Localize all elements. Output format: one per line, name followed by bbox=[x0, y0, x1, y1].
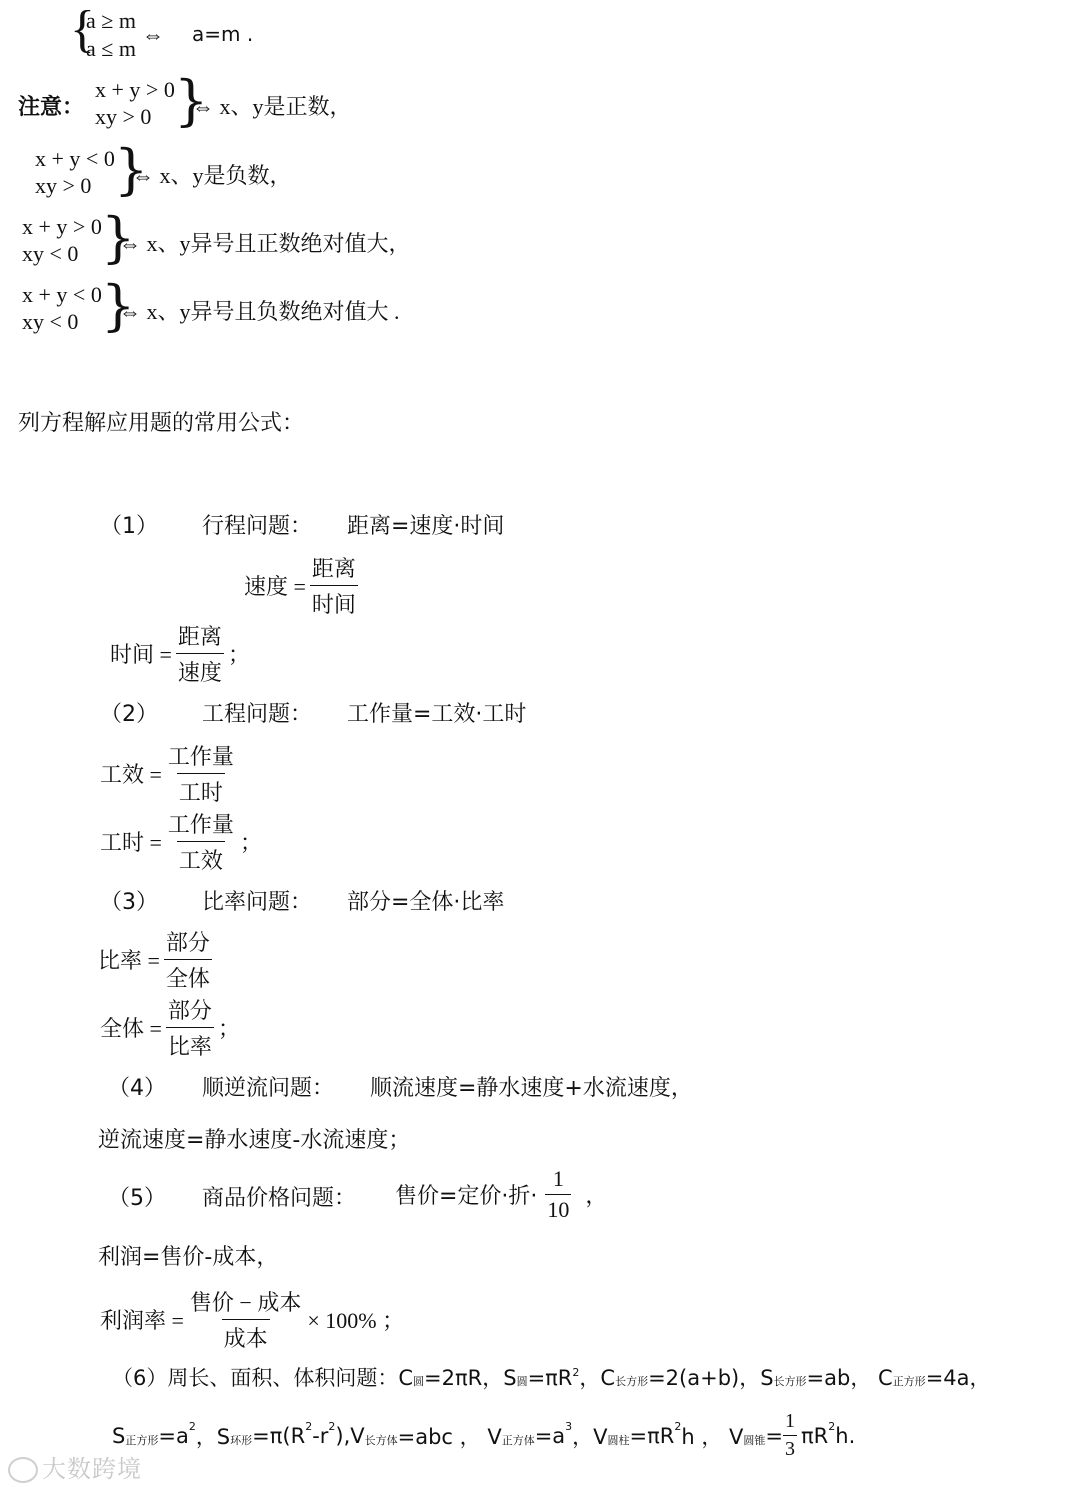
p5-fraction bbox=[545, 1166, 571, 1223]
p3-f1-den: 全体 bbox=[164, 959, 212, 993]
p6-s-circle-sub: 圆 bbox=[516, 1375, 528, 1388]
rule-2-line1: x + y < 0 bbox=[35, 146, 115, 171]
top-brace: { bbox=[70, 1, 95, 58]
p6-s-rect-val: =ab， C bbox=[806, 1366, 893, 1390]
p2-title: 工程问题： bbox=[202, 702, 313, 727]
rule-4-line2: xy < 0 bbox=[22, 309, 79, 334]
p3-f2-num: 部分 bbox=[167, 998, 212, 1023]
p6-l2-s: S bbox=[112, 1423, 126, 1448]
p2-f2-end: ； bbox=[239, 830, 262, 855]
p2-number: （2） bbox=[100, 702, 158, 727]
p6-c-sq-val: =4a， bbox=[925, 1366, 991, 1390]
p6-v-cube-val: =a bbox=[534, 1423, 566, 1448]
rule-1-line1: x + y > 0 bbox=[95, 77, 175, 102]
p6-v-cone-end: h. bbox=[835, 1423, 856, 1448]
p6-s-ring-sub: 环形 bbox=[230, 1433, 253, 1447]
p6-c-circle-sub: 圆 bbox=[413, 1375, 425, 1388]
p3-f1-lhs: 比率 = bbox=[98, 948, 160, 973]
p6-s-circle-val: =πR bbox=[527, 1366, 573, 1390]
rule-1-line2: xy > 0 bbox=[95, 104, 152, 129]
p4-number: （4） bbox=[108, 1076, 166, 1101]
rule-3-line1: x + y > 0 bbox=[22, 214, 102, 239]
p4-formula: 顺流速度=静水速度+水流速度， bbox=[370, 1076, 693, 1101]
p6-line2 bbox=[112, 1410, 855, 1461]
rule-3-result: ⇔ x、y异号且正数绝对值大， bbox=[119, 231, 411, 256]
top-result: a=m . bbox=[192, 22, 254, 46]
p6-s-rect-sub: 长方形 bbox=[773, 1375, 807, 1388]
rule-2-result: ⇔ x、y是负数， bbox=[132, 163, 292, 188]
p6-c-sq-sub: 正方形 bbox=[892, 1375, 926, 1388]
p5-f-den: 成本 bbox=[222, 1319, 270, 1353]
p6-v-cyl-val: =πR bbox=[629, 1423, 675, 1448]
rule-2-brace: } bbox=[114, 138, 149, 201]
p1-f1-lhs: 速度 = bbox=[244, 574, 306, 599]
p2-f2-num: 工作量 bbox=[167, 812, 234, 837]
rule-3-brace: } bbox=[101, 206, 136, 269]
p6-v-cone-eq: = bbox=[765, 1423, 784, 1448]
p6-s-ring-end: ),V bbox=[335, 1423, 365, 1448]
p5-formula-row bbox=[395, 1166, 607, 1223]
p6-v-cyl-sub: 圆柱 bbox=[607, 1433, 630, 1447]
p5-frac-den: 10 bbox=[545, 1194, 571, 1223]
p6-v-cube-sup: 3 bbox=[565, 1420, 573, 1433]
section-title: 列方程解应用题的常用公式： bbox=[18, 411, 305, 436]
rule-2-line2: xy > 0 bbox=[35, 173, 92, 198]
top-cond-2: a ≤ m bbox=[86, 36, 136, 61]
p6-c-rect-pre: ，C bbox=[579, 1366, 616, 1390]
p2-f1-fraction bbox=[166, 740, 236, 807]
p1-f2 bbox=[110, 620, 250, 687]
p2-f1-lhs: 工效 = bbox=[100, 762, 162, 787]
p3-title: 比率问题： bbox=[202, 890, 313, 915]
p6-v-cone-sub: 圆锥 bbox=[743, 1433, 766, 1447]
rule-4-result: ⇔ x、y异号且负数绝对值大 . bbox=[119, 299, 400, 324]
p3-f1 bbox=[98, 926, 212, 993]
p2-f2 bbox=[100, 808, 262, 875]
p6-v-cone-sup: 2 bbox=[828, 1420, 836, 1433]
p6-s-ring-mid: -r bbox=[312, 1423, 329, 1448]
p5-f-end: × 100% ； bbox=[307, 1308, 405, 1333]
p6-lead: （6）周长、面积、体积问题：C bbox=[112, 1366, 414, 1390]
p5-line2: 利润=售价-成本， bbox=[98, 1245, 279, 1270]
top-arrow: ⇔ bbox=[142, 22, 164, 47]
p6-line1 bbox=[112, 1362, 991, 1392]
p6-v-cube-sub: 正方体 bbox=[501, 1433, 535, 1447]
p6-c-circle-val: =2πR，S bbox=[424, 1366, 517, 1390]
p1-f2-den: 速度 bbox=[176, 653, 224, 687]
p3-f2-den: 比率 bbox=[166, 1027, 214, 1061]
p3-formula: 部分=全体·比率 bbox=[347, 890, 505, 915]
note-label: 注意： bbox=[18, 95, 85, 120]
p5-end: ， bbox=[585, 1184, 608, 1209]
p6-v-cyl-end: h ， V bbox=[681, 1424, 744, 1449]
p2-f1 bbox=[100, 740, 236, 807]
p5-title: 商品价格问题： bbox=[202, 1186, 357, 1211]
p2-f1-den: 工时 bbox=[177, 773, 225, 807]
rule-1-brace: } bbox=[174, 69, 209, 132]
p3-f2 bbox=[100, 994, 240, 1061]
p6-v-cuboid-sub: 长方体 bbox=[364, 1433, 398, 1447]
p5-formula: 售价=定价·折· bbox=[395, 1184, 538, 1209]
rule-1-result: ⇔ x、y是正数， bbox=[192, 94, 352, 119]
p5-f-lhs: 利润率 = bbox=[100, 1308, 184, 1333]
p1-title: 行程问题： bbox=[202, 514, 313, 539]
p6-v-cuboid-val: =abc ， V bbox=[397, 1424, 502, 1449]
rule-4-line1: x + y < 0 bbox=[22, 282, 102, 307]
p6-v-cone-fraction bbox=[783, 1410, 797, 1461]
p1-f1-fraction bbox=[310, 552, 358, 619]
p3-f1-num: 部分 bbox=[165, 930, 210, 955]
p6-v-cyl-sup: 2 bbox=[674, 1420, 682, 1433]
p6-c-rect-val: =2(a+b)，S bbox=[648, 1366, 774, 1390]
p5-profit-rate bbox=[100, 1286, 404, 1353]
p6-s-ring-sup1: 2 bbox=[305, 1420, 313, 1433]
p6-s-ring-val: =π(R bbox=[252, 1423, 306, 1448]
p3-f2-end: ； bbox=[217, 1016, 240, 1041]
p2-f2-lhs: 工时 = bbox=[100, 830, 162, 855]
p1-number: （1） bbox=[100, 514, 158, 539]
p6-v-cone-den: 3 bbox=[783, 1435, 797, 1461]
watermark-text: 大数跨境 bbox=[42, 1455, 142, 1483]
p6-c-rect-sub: 长方形 bbox=[615, 1375, 649, 1388]
p1-f2-num: 距离 bbox=[177, 624, 222, 649]
p6-v-cone-num: 1 bbox=[785, 1410, 796, 1432]
p5-number: （5） bbox=[108, 1186, 166, 1211]
p2-f1-num: 工作量 bbox=[167, 744, 234, 769]
p6-v-cone-val: πR bbox=[801, 1423, 829, 1448]
p2-f2-den: 工效 bbox=[177, 841, 225, 875]
p2-f2-fraction bbox=[166, 808, 236, 875]
p3-f1-fraction bbox=[164, 926, 212, 993]
p4-title: 顺逆流问题： bbox=[202, 1076, 335, 1101]
p5-f-num: 售价 − 成本 bbox=[189, 1290, 302, 1315]
p6-s-sq-val: =a bbox=[158, 1423, 189, 1448]
p6-s-ring-pre: ，S bbox=[195, 1424, 231, 1449]
p1-f1-num: 距离 bbox=[311, 556, 356, 581]
p3-f2-lhs: 全体 = bbox=[100, 1016, 162, 1041]
p5-f-fraction bbox=[188, 1286, 303, 1353]
watermark-logo-icon bbox=[8, 1457, 38, 1483]
rule-4-brace: } bbox=[101, 274, 136, 337]
p1-f1 bbox=[244, 552, 358, 619]
p4-line2: 逆流速度=静水速度-水流速度； bbox=[98, 1128, 411, 1153]
p1-formula: 距离=速度·时间 bbox=[347, 514, 505, 539]
p6-v-cyl-pre: ，V bbox=[572, 1424, 608, 1449]
p6-s-sq-sub: 正方形 bbox=[125, 1433, 159, 1447]
watermark bbox=[8, 1449, 142, 1484]
p5-frac-num: 1 bbox=[552, 1166, 564, 1191]
p1-f2-lhs: 时间 = bbox=[110, 642, 172, 667]
p2-formula: 工作量=工效·工时 bbox=[347, 702, 527, 727]
rule-3-line2: xy < 0 bbox=[22, 241, 79, 266]
top-cond-1: a ≥ m bbox=[86, 8, 136, 33]
p6-s-circle-sup: 2 bbox=[572, 1366, 580, 1379]
p3-f2-fraction bbox=[166, 994, 214, 1061]
p1-f2-fraction bbox=[176, 620, 224, 687]
p6-s-ring-sup2: 2 bbox=[328, 1420, 336, 1433]
p1-f2-end: ； bbox=[227, 642, 250, 667]
p3-number: （3） bbox=[100, 890, 158, 915]
p6-s-sq-sup: 2 bbox=[188, 1420, 196, 1433]
p1-f1-den: 时间 bbox=[310, 585, 358, 619]
